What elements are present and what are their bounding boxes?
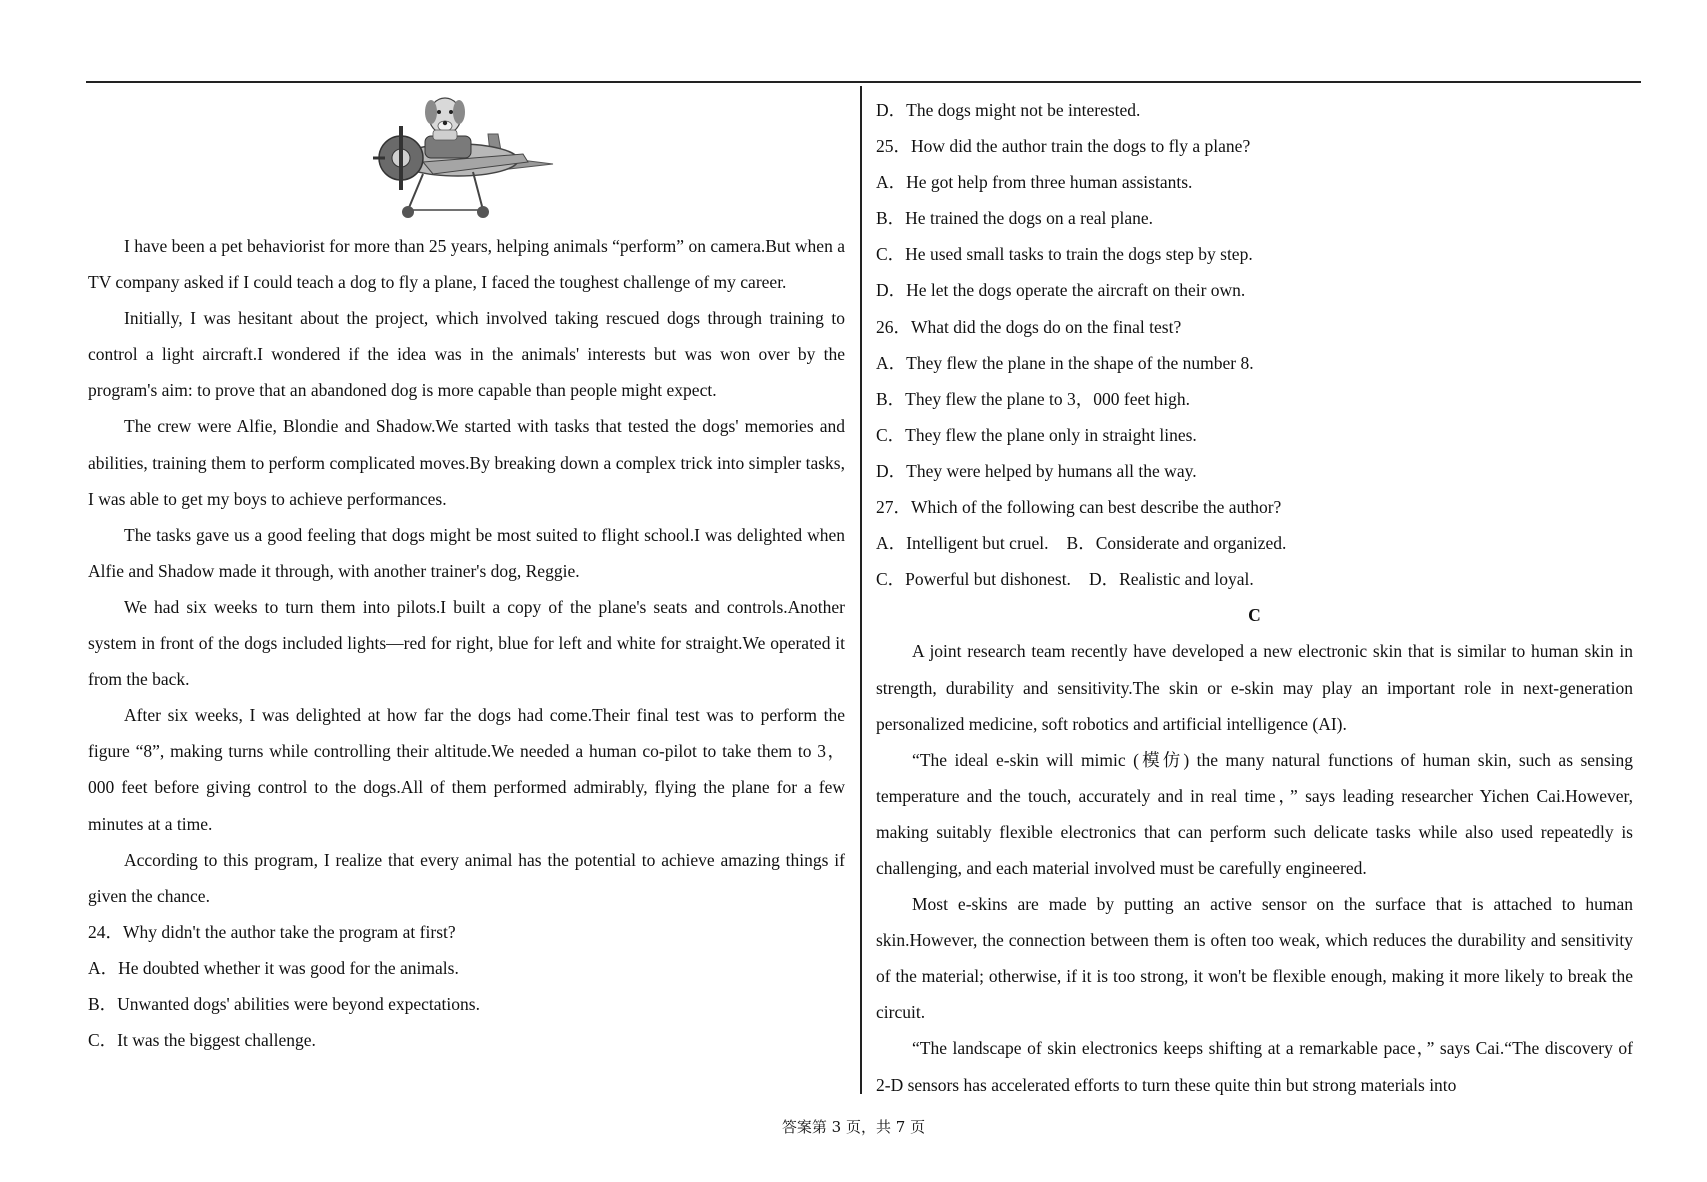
passage-c-paragraph-1: A joint research team recently have developed a new electronic skin that is similar to human skin in strength, durability and sensitivity.The skin or e-skin may play an important role in next-generation personalized medicine, soft robotics and artificial intelligence (AI). xyxy=(876,641,1633,734)
question-27: 27．Which of the following can best describe the author? xyxy=(876,497,1282,518)
passage-b-paragraph-3: The crew were Alfie, Blondie and Shadow.We started with tasks that tested the dogs' memories and abilities, training them to perform complicated moves.By breaking down a complex trick into simpler tasks, I was able to get my boys to achieve performances. xyxy=(88,416,845,509)
passage-b-paragraph-6: After six weeks, I was delighted at how far the dogs had come.Their final test was to perform the figure “8”, making turns while controlling their altitude.We needed a human co-pilot to take them to 3，000 feet before giving control to the dogs.All of them performed admirably, flying the plane for a few minutes at a time. xyxy=(88,705,845,834)
question-24-option-c: C．It was the biggest challenge. xyxy=(88,1030,316,1051)
dog-plane-image xyxy=(363,92,563,224)
passage-c-paragraph-4: “The landscape of skin electronics keeps shifting at a remarkable pace，” says Cai.“The discovery of 2-D sensors has accelerated efforts to turn these quite thin but strong materials into xyxy=(876,1038,1633,1095)
question-27-option-b: B．Considerate and organized. xyxy=(1066,533,1287,554)
passage-b-paragraph-1: I have been a pet behaviorist for more than 25 years, helping animals “perform” on camera.But when a TV company asked if I could teach a dog to fly a plane, I faced the toughest challenge of my career. xyxy=(88,236,845,293)
top-rule xyxy=(86,81,1641,83)
question-25-option-c: C．He used small tasks to train the dogs step by step. xyxy=(876,244,1253,265)
question-24-option-a: A．He doubted whether it was good for the animals. xyxy=(88,957,459,978)
question-25-option-a: A．He got help from three human assistants. xyxy=(876,172,1193,193)
passage-c-paragraph-3: Most e-skins are made by putting an active sensor on the surface that is attached to human skin.However, the connection between them is often too weak, which reduces the durability and sensitivity of the material; otherwise, if it is too strong, it won't be flexible enough, making it more likely to break the circuit. xyxy=(876,894,1633,1023)
question-26-option-d: D．They were helped by humans all the way. xyxy=(876,460,1197,481)
passage-b-paragraph-2: Initially, I was hesitant about the project, which involved taking rescued dogs through training to control a light aircraft.I wondered if the idea was in the animals' interests but was won over by the program's aim: to prove that an abandoned dog is more capable than people might expect. xyxy=(88,308,845,401)
question-26-option-b: B．They flew the plane to 3，000 feet high. xyxy=(876,388,1190,409)
question-27-option-c: C．Powerful but dishonest. xyxy=(876,569,1071,590)
question-25-option-b: B．He trained the dogs on a real plane. xyxy=(876,208,1153,229)
passage-b-paragraph-7: According to this program, I realize that every animal has the potential to achieve amazing things if given the chance. xyxy=(88,849,845,906)
question-26-option-c: C．They flew the plane only in straight lines. xyxy=(876,424,1197,445)
question-24-option-d: D．The dogs might not be interested. xyxy=(876,100,1141,120)
passage-c-paragraph-2: “The ideal e-skin will mimic (模仿) the many natural functions of human skin, such as sensing temperature and the touch, accurately and in real time，” says leading researcher Yichen Cai.However, making suitably flexible electronics that can perform such delicate tasks while also used repeatedly is challenging, and each material involved must be carefully engineered. xyxy=(876,749,1633,878)
right-column xyxy=(876,92,1633,1103)
question-27-options-cd xyxy=(876,561,1633,597)
question-26: 26．What did the dogs do on the final test? xyxy=(876,316,1182,337)
section-heading-c: C xyxy=(1248,605,1261,626)
passage-b-paragraph-4: The tasks gave us a good feeling that dogs might be most suited to flight school.I was delighted when Alfie and Shadow made it through, with another trainer's dog, Reggie. xyxy=(88,524,845,581)
question-25-option-d: D．He let the dogs operate the aircraft on their own. xyxy=(876,280,1246,301)
passage-b-paragraph-5: We had six weeks to turn them into pilots.I built a copy of the plane's seats and controls.Another system in front of the dogs included lights—red for right, blue for left and white for straight.We operated it from the back. xyxy=(88,596,845,690)
question-27-option-a: A．Intelligent but cruel. xyxy=(876,533,1049,554)
left-column xyxy=(88,92,845,1058)
column-divider xyxy=(860,86,862,1094)
question-24: 24．Why didn't the author take the program at first? xyxy=(88,921,456,942)
question-27-option-d: D．Realistic and loyal. xyxy=(1088,569,1254,590)
question-24-option-b: B．Unwanted dogs' abilities were beyond expectations. xyxy=(88,993,480,1014)
dog-plane-illustration xyxy=(88,92,845,228)
question-25: 25．How did the author train the dogs to fly a plane? xyxy=(876,136,1251,157)
question-26-option-a: A．They flew the plane in the shape of the number 8. xyxy=(876,352,1254,373)
page-footer: 答案第 3 页，共 7 页 xyxy=(781,1118,926,1136)
question-27-options-ab xyxy=(876,525,1633,561)
